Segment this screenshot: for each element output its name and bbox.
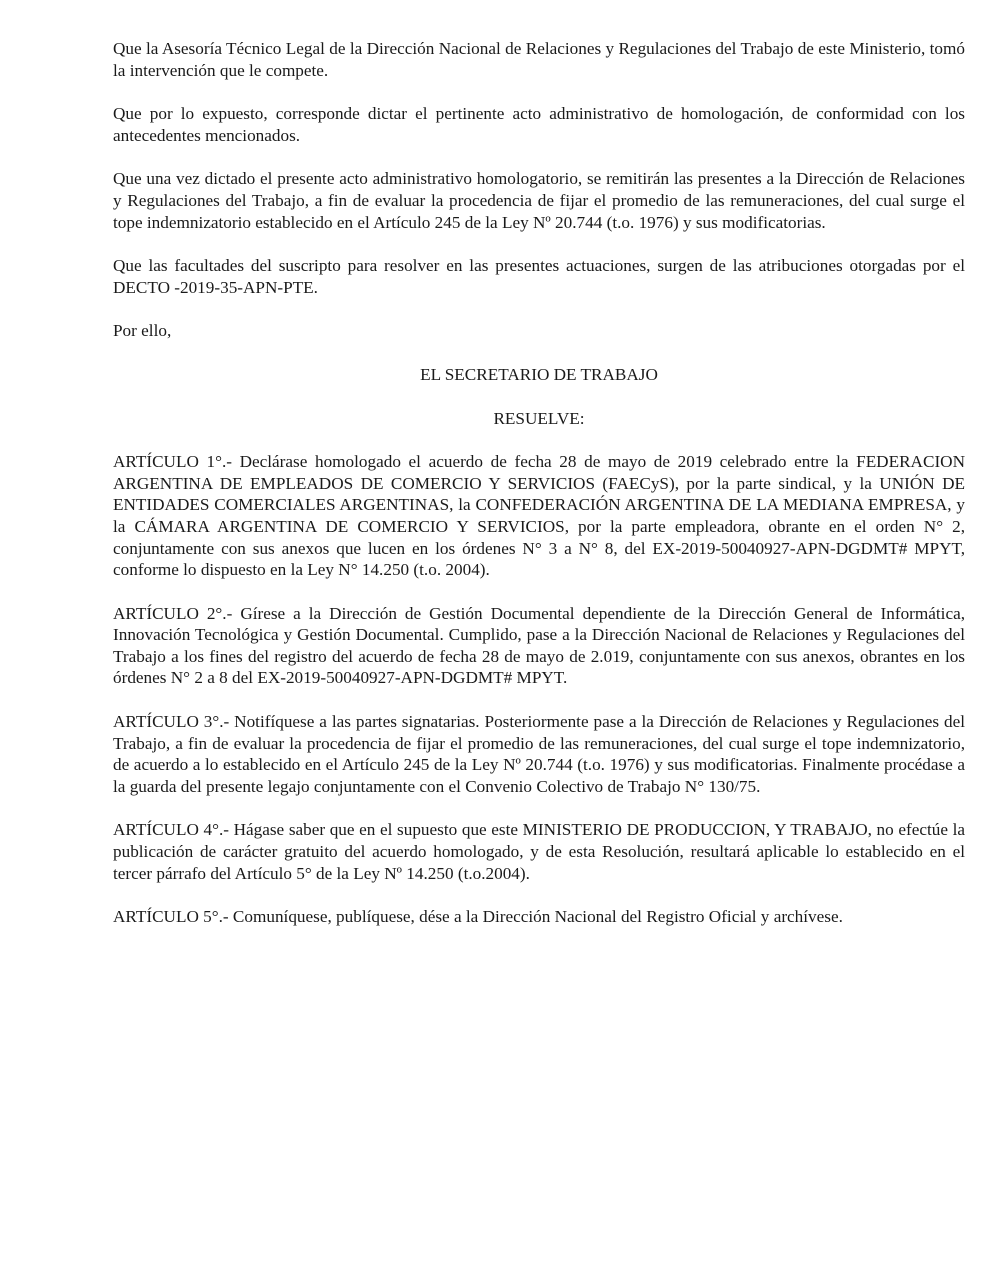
paragraph-remision: Que una vez dictado el presente acto administrativo homologatorio, se remitirán las presentes a la Dirección de Relaciones y Regulaciones del Trabajo, a fin de evaluar la procedencia de fijar el promedio de las remuneraciones, del cual surge el tope indemnizatorio establecido en el Artículo 245 de la Ley Nº 20.744 (t.o. 1976) y sus modificatorias. [113,169,965,232]
article-3: ARTÍCULO 3°.- Notifíquese a las partes signatarias. Posteriormente pase a la Dirección de Relaciones y Regulaciones del Trabajo, a fin de evaluar la procedencia de fijar el promedio de las remuneraciones, del cual surge el tope indemnizatorio, de acuerdo a lo establecido en el Artículo 245 de la Ley Nº 20.744 (t.o. 1976) y sus modificatorias. Finalmente procédase a la guarda del presente legajo conjuntamente con el Convenio Colectivo de Trabajo N° 130/75. [113,712,965,796]
paragraph-homologacion: Que por lo expuesto, corresponde dictar el pertinente acto administrativo de homologación, de conformidad con los antecedentes mencionados. [113,104,965,145]
article-2: ARTÍCULO 2°.- Gírese a la Dirección de Gestión Documental dependiente de la Dirección General de Informática, Innovación Tecnológica y Gestión Documental. Cumplido, pase a la Dirección Nacional de Relaciones y Regulaciones del Trabajo a los fines del registro del acuerdo de fecha 28 de mayo de 2.019, conjuntamente con sus anexos, obrantes en los órdenes N° 2 a 8 del EX-2019-50040927-APN-DGDMT# MPYT. [113,603,965,688]
document-page [113,38,965,950]
paragraph-asesoria: Que la Asesoría Técnico Legal de la Dirección Nacional de Relaciones y Regulaciones del Trabajo de este Ministerio, tomó la intervención que le compete. [113,39,965,80]
resuelve-heading: RESUELVE: [493,408,585,428]
por-ello: Por ello, [113,321,172,341]
paragraph-facultades: Que las facultades del suscripto para resolver en las presentes actuaciones, surgen de las atribuciones otorgadas por el DECTO -2019-35-APN-PTE. [113,256,965,297]
article-5: ARTÍCULO 5°.- Comuníquese, publíquese, dése a la Dirección Nacional del Registro Oficial y archívese. [113,907,843,927]
article-4: ARTÍCULO 4°.- Hágase saber que en el supuesto que este MINISTERIO DE PRODUCCION, Y TRABAJO, no efectúe la publicación de carácter gratuito del acuerdo homologado, y de esta Resolución, resultará aplicable lo establecido en el tercer párrafo del Artículo 5° de la Ley Nº 14.250 (t.o.2004). [113,820,965,883]
article-1: ARTÍCULO 1°.- Declárase homologado el acuerdo de fecha 28 de mayo de 2019 celebrado entre la FEDERACION ARGENTINA DE EMPLEADOS DE COMERCIO Y SERVICIOS (FAECyS), por la parte sindical, y la UNIÓN DE ENTIDADES COMERCIALES ARGENTINAS, la CONFEDERACIÓN ARGENTINA DE LA MEDIANA EMPRESA, y la CÁMARA ARGENTINA DE COMERCIO Y SERVICIOS, por la parte empleadora, obrante en el orden N° 2, conjuntamente con sus anexos que lucen en los órdenes N° 3 a N° 8, del EX-2019-50040927-APN-DGDMT# MPYT, conforme lo dispuesto en la Ley N° 14.250 (t.o. 2004). [113,452,965,580]
authority-heading: EL SECRETARIO DE TRABAJO [420,364,658,384]
